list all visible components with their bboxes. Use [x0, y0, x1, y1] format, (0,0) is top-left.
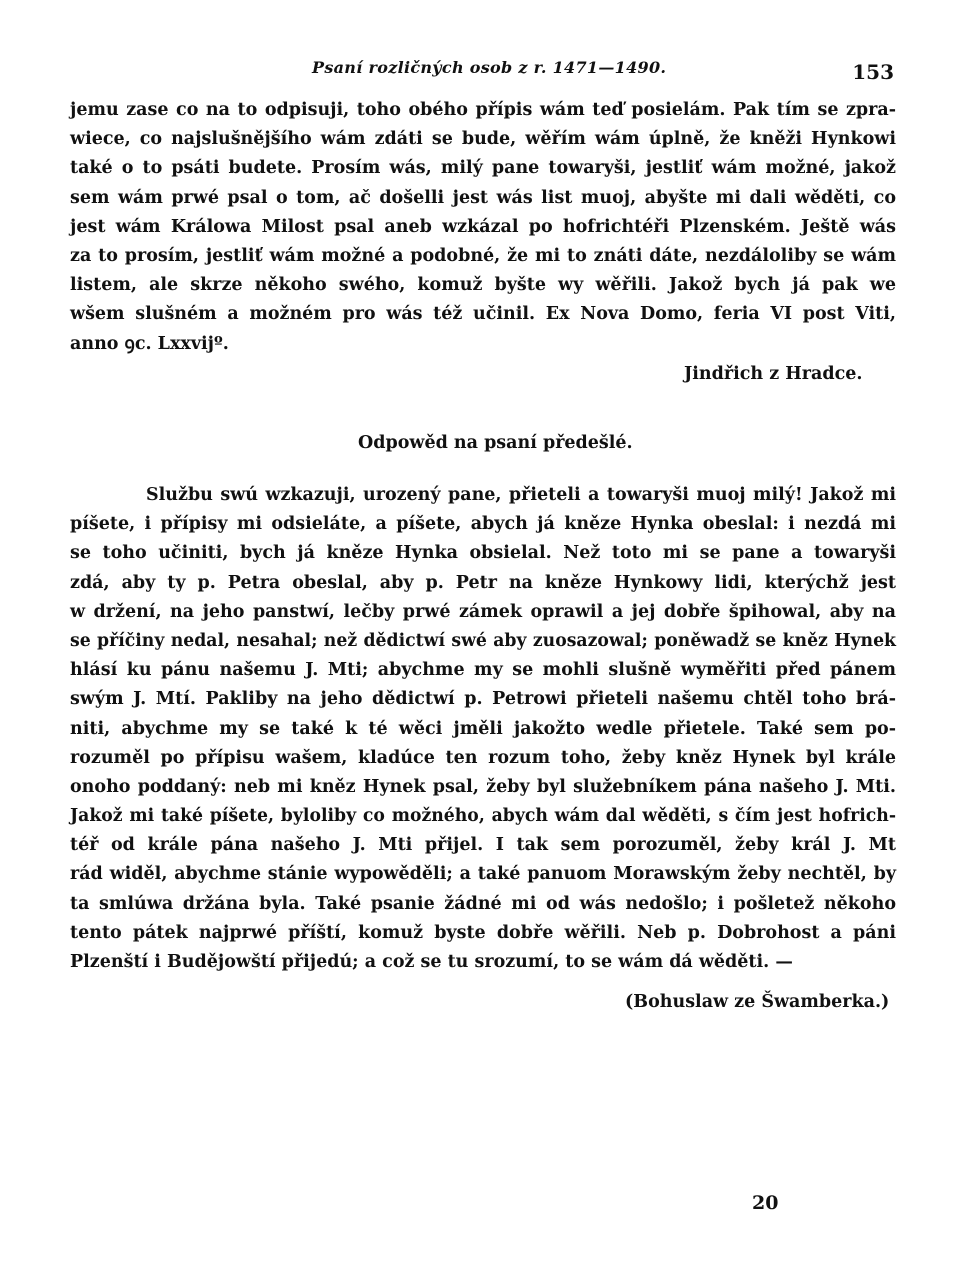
letter-1-signature: Jindřich z Hradce.	[684, 364, 863, 384]
text-line: rozuměl po přípisu wašem, kladúce ten rozum toho, žeby kněz Hynek byl krále	[70, 747, 896, 768]
text-line: listem, ale skrze někoho swého, komuž byšte wy wěřili. Jakož bych já pak we	[70, 275, 896, 296]
text-line: anno ꝯc. Lxxvijº.	[70, 333, 229, 354]
text-line: sem wám prwé psal o tom, ač došelli jest wás list muoj, abyšte mi dali wěděti, co	[70, 187, 896, 208]
text-line: se příčiny nedal, nesahal; než dědictwí swé aby zuosazowal; poněwadž se kněz Hynek	[70, 630, 896, 651]
text-line: téř od krále pána našeho J. Mti přijel. I tak sem porozuměl, žeby král J. Mt	[70, 835, 896, 856]
text-line: Plzenští i Budějowští přijedú; a což se tu srozumí, to se wám dá wěděti. —	[70, 952, 793, 972]
text-line: wšem slušném a možném pro wás též učinil. Ex Nova Domo, feria VI post Viti,	[70, 304, 896, 325]
text-line: swým J. Mtí. Pakliby na jeho dědictwí p. Petrowi přieteli našemu chtěl toho brá-	[70, 689, 896, 710]
text-line: hlásí ku pánu našemu J. Mti; abychme my se mohli slušně wyměřiti před pánem	[70, 660, 896, 681]
letter-1-body	[70, 96, 896, 359]
text-line: onoho poddaný: neb mi kněz Hynek psal, žeby byl služebníkem pána našeho J. Mti.	[70, 776, 896, 797]
text-line: w držení, na jeho panstwí, lečby prwé zámek oprawil a jej dobře špihowal, aby na	[70, 601, 896, 622]
section-heading: Odpowěd na psaní předešlé.	[358, 433, 633, 453]
running-title: Psaní rozličných osob z r. 1471—1490.	[312, 58, 667, 77]
text-line: se toho učiniti, bych já kněze Hynka obsielal. Než toto mi se pane a towaryši	[70, 543, 896, 564]
text-line: zdá, aby ty p. Petra obeslal, aby p. Petr na kněze Hynkowy lidi, kterýchž jest	[70, 572, 896, 593]
letter-2-body	[70, 481, 896, 977]
text-line: Jakož mi také píšete, byloliby co možného, abych wám dal wěděti, s čím jest hofrich-	[70, 806, 896, 827]
text-line: Službu swú wzkazuji, urozený pane, přieteli a towaryši muoj milý! Jakož mi	[146, 485, 896, 505]
text-line: za to prosím, jestliť wám možné a podobné, že mi to znáti dáte, nezdáloliby se wám	[70, 245, 896, 266]
text-line: tento pátek najprwé příští, komuž byste dobře wěřili. Neb p. Dobrohost a páni	[70, 922, 896, 943]
text-line: jest wám Králowa Milost psal aneb wzkázal po hofrichtéři Plzenském. Ještě wás	[70, 216, 896, 237]
text-line: wiece, co najslušnějšího wám zdáti se bude, wěřím wám úplně, že kněži Hynkowi	[70, 129, 896, 150]
text-line: píšete, i přípisy mi odsieláte, a píšete, abych já kněze Hynka obeslal: i nezdá mi	[70, 514, 896, 535]
letter-2-signature: (Bohuslaw ze Šwamberka.)	[625, 992, 890, 1012]
text-line: jemu zase co na to odpisuji, toho obého přípis wám teď posielám. Pak tím se zpra-	[70, 100, 896, 120]
text-line: niti, abychme my se také k té wěci jměli jakožto wedle přietele. Také sem po-	[70, 718, 896, 739]
text-line: rád widěl, abychme stánie wypowěděli; a také panuom Morawským žeby nechtěl, by	[70, 864, 896, 885]
signature-mark: 20	[752, 1192, 779, 1214]
page-number: 153	[852, 60, 894, 84]
text-line: také o to psáti budete. Prosím wás, milý pane towaryši, jestliť wám možné, jakož	[70, 158, 896, 179]
text-line: ta smlúwa držána byla. Také psanie žádné mi od wás nedošlo; i pošletež někoho	[70, 893, 896, 914]
